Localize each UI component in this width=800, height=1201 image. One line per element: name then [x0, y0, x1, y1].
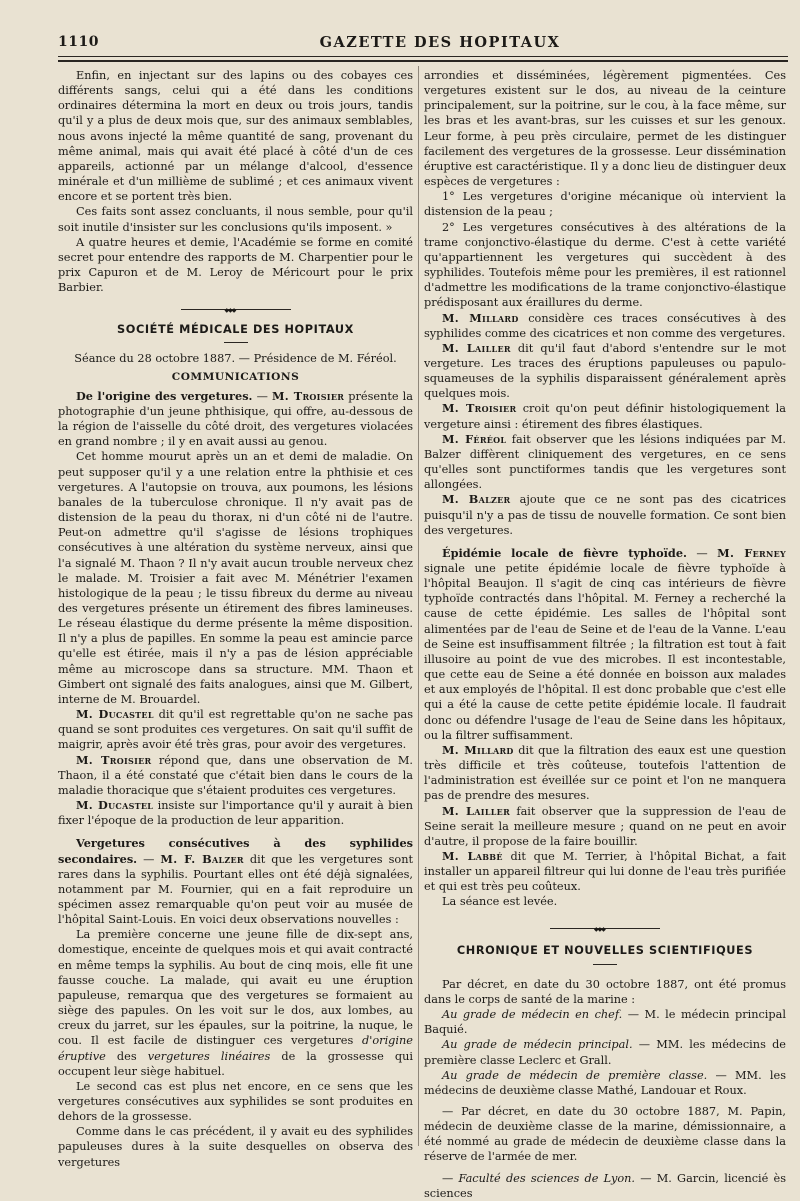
speaker-name: M. Balzer [442, 492, 511, 507]
speaker-name: M. Ducastel [76, 798, 154, 813]
section-separator [550, 928, 660, 929]
section-title: CHRONIQUE ET NOUVELLES SCIENTIFIQUES [456, 943, 754, 957]
paragraph: M. Féréol fait observer que les lésions indiquées par M. Balzer diffèrent cliniquement des vergetures, en ce sens qu'elles sont punctiformes tandis que les vergetures sont allongées. [424, 431, 786, 492]
header-rule-thick [58, 60, 788, 62]
article-title: Épidémie locale de fièvre typhoïde. [442, 545, 687, 560]
paragraph: M. Troisier croit qu'on peut définir histologiquement la vergeture ainsi : étirement des fibres élastiques. [424, 401, 787, 431]
speaker-name: M. Troisier [76, 752, 152, 767]
speaker-name: M. Ferney [717, 545, 786, 560]
paragraph: M. Balzer ajoute que ce ne sont pas des cicatrices puisqu'il n'y a pas de tissu de nouvelle formation. Ce sont bien des vergetures. [424, 492, 786, 537]
paragraph: M. Millard dit que la filtration des eaux est une question très difficile et très coûteuse, toutefois l'attention de l'administration est éveillée sur ce point et l'on ne manquera pas de prendre des mesures. [424, 742, 786, 803]
paragraph: Enfin, en injectant sur des lapins ou des cobayes ces différents sangs, celui qui a été dans les conditions ordinaires détermina la mort en deux ou trois jours, tandis qu'il y a plus de deux mois que, sur des animaux semblables, nous avons injecté la même quantité de sang, provenant du même animal, mais qui avait été placé à côté d'un de ces appareils, actionné par un mélange d'alcool, d'essence minérale et d'un millième de sublimé ; et ces animaux vivent encore et se portent très bien. [58, 69, 413, 204]
paragraph: M. Ducastel insiste sur l'importance qu'il y aurait à bien fixer l'époque de la production de leur apparition. [58, 798, 413, 828]
speaker-name: M. Lailler [442, 803, 511, 818]
paragraph: M. Lailler fait observer que la suppression de l'eau de Seine serait la meilleure mesure ; quand on ne peut en avoir d'autre, il propose de la faire bouillir. [424, 803, 786, 848]
paragraph: La première concerne une jeune fille de dix-sept ans, domestique, enceinte de quelques mois et qui avait contracté en même temps la syphilis. Au bout de cinq mois, elle fit une fausse couche. La malade, qui avait eu une éruption papuleuse, remarqua que des vergetures se formaient au siège des papules. On les voit sur le dos, aux lombes, au creux du jarret, sur les épaules, sur la poitrine, la nuque, le cou. Il est facile de distinguer ces vergetures d'origine éruptive des vergetures linéaires de la grossesse qui occupent leur siège habituel. [58, 928, 413, 1078]
paragraph: De l'origine des vergetures. — M. Troisier présente la photographie d'un jeune phthisique, qui offre, au-dessous de la région de l'aisselle du côté droit, des vergetures violacées en grand nombre ; il y en avait aussi au genou. [58, 388, 413, 449]
speaker-name: M. Troisier [271, 388, 345, 403]
article-title: De l'origine des vergetures. [76, 388, 253, 403]
paragraph: A quatre heures et demie, l'Académie se forme en comité secret pour entendre des rapports de M. Charpentier pour le prix Capuron et de M. Leroy de Méricourt pour le prix Barbier. [58, 235, 413, 295]
paragraph: Ces faits sont assez concluants, il nous semble, pour qu'il soit inutile d'insister sur les conclusions qu'ils imposent. » [58, 205, 413, 234]
paragraph: — Par décret, en date du 30 octobre 1887, M. Papin, médecin de deuxième classe de la marine, démissionnaire, a été nommé au grade de médecin de deuxième classe dans la réserve de l'armée de mer. [424, 1105, 786, 1164]
header-rule [58, 56, 788, 57]
column-divider [418, 66, 419, 1146]
speaker-name: M. Millard [442, 742, 514, 757]
speaker-name: M. Féréol [442, 431, 507, 446]
paragraph: — Faculté des sciences de Lyon. — M. Garcin, licencié ès sciences [424, 1171, 787, 1200]
paragraph: M. Labbé dit que M. Terrier, à l'hôpital Bichat, a fait installer un appareil filtreur qui lui donne de l'eau très purifiée et qui est très peu coûteux. [424, 848, 787, 894]
section-title: SOCIÉTÉ MÉDICALE DES HOPITAUX [117, 323, 354, 337]
speaker-name: M. F. Balzer [160, 851, 244, 866]
paragraph: Vergetures consécutives à des syphilides secondaires. — M. F. Balzer dit que les vergetures sont rares dans la syphilis. Pourtant elles ont été déjà signalées, notamment par M. Fournier, qui en a fait reproduire un spécimen assez remarquable qu'on peut voir au musée de l'hôpital Saint-Louis. En voici deux observations nouvelles : [58, 836, 414, 927]
paragraph: M. Troisier répond que, dans une observation de M. Thaon, il a été constaté que c'était bien dans le cours de la maladie thoracique que s'étaient produites ces vergetures. [58, 752, 413, 797]
paragraph: Comme dans le cas précédent, il y avait eu des syphilides papuleuses dures à la suite desquelles on observa des vergetures [58, 1125, 413, 1169]
list-item: 2° Les vergetures consécutives à des altérations de la trame conjonctivo-élastique du derme. C'est à cette variété qu'appartiennent les vergetures qui succèdent à des syphilides. Toutefois même pour les premières, il est rationnel d'admettre les modifications de la trame conjonctivo-élastique prédisposant aux éraillures du derme. [424, 220, 786, 310]
right-column [424, 68, 786, 1201]
paragraph: Au grade de médecin de première classe. — MM. les médecins de deuxième classe Mathé, Landouar et Roux. [424, 1068, 786, 1097]
session-line: Séance du 28 octobre 1887. — Présidence de M. Féréol. [74, 351, 397, 365]
running-title: GAZETTE DES HOPITAUX [319, 34, 561, 51]
paragraph: arrondies et disséminées, légèrement pigmentées. Ces vergetures existent sur le dos, au niveau de la ceinture principalement, sur la poitrine, sur le cou, à la face même, sur les bras et les avant-bras, sur les cuisses et sur les genoux. Leur forme, à peu près circulaire, permet de les distinguer facilement des vergetures de la grossesse. Leur dissémination éruptive est caractéristique. Il y a donc lieu de distinguer deux espèces de vergetures : [424, 69, 786, 189]
paragraph: Le second cas est plus net encore, en ce sens que les vergetures consécutives aux syphilides se sont produites en dehors de la grossesse. [58, 1079, 413, 1124]
article-title: Vergetures consécutives à des syphilides secondaires. [58, 836, 413, 866]
paragraph: Cet homme mourut après un an et demi de maladie. On peut supposer qu'il y a une relation entre la phthisie et ces vergetures. A l'autopsie on trouva, aux poumons, les lésions banales de la tuberculose chronique. Il n'y avait pas de distension de la peau du thorax, ni d'un côté ni de l'autre. Peut-on admettre qu'il s'agisse de lésions trophiques consécutives à une altération du système nerveux, ainsi que l'a signalé M. Thaon ? Il n'y avait aucun trouble nerveux chez le malade. M. Troisier a fait avec M. Ménétrier l'examen histologique de la peau ; le tissu fibreux du derme au niveau des vergetures présente un étirement des fibres lamineuses. Le réseau élastique du derme présente la même disposition. Il n'y a plus de papilles. En somme la peau est amincie parce qu'elle est étirée, mais il n'y a pas de lésion appréciable même au microscope dans sa structure. MM. Thaon et Gimbert ont signalé des faits analogues, ainsi que M. Gilbert, interne de M. Brouardel. [58, 450, 413, 706]
paragraph: Au grade de médecin principal. — MM. les médecins de première classe Leclerc et Grall. [424, 1038, 786, 1067]
paragraph: Au grade de médecin en chef. — M. le médecin principal Baquié. [424, 1008, 786, 1037]
closing-line: La séance est levée. [442, 895, 558, 909]
speaker-name: M. Lailler [442, 340, 511, 355]
speaker-name: M. Labbé [442, 848, 503, 863]
subsection-title: COMMUNICATIONS [171, 370, 300, 383]
paragraph: M. Lailler dit qu'il faut d'abord s'entendre sur le mot vergeture. Les traces des éruptions papuleuses ou papulo-squameuses de la syphilis disparaissent généralement après quelques mois. [424, 340, 786, 401]
paragraph: M. Ducastel dit qu'il est regrettable qu'on ne sache pas quand se sont produites ces vergetures. On sait qu'il suffit de maigrir, après avoir été très gras, pour avoir des vergetures. [58, 707, 413, 752]
list-item: 1° Les vergetures d'origine mécanique où intervient la distension de la peau ; [424, 190, 786, 219]
paragraph: M. Millard considère ces traces consécutives à des syphilides comme des cicatrices et non comme des vergetures. [424, 310, 786, 340]
speaker-name: M. Millard [442, 310, 519, 325]
paragraph: Par décret, en date du 30 octobre 1887, ont été promus dans le corps de santé de la marine : [424, 977, 786, 1006]
paragraph: Épidémie locale de fièvre typhoïde. — M. Ferney signale une petite épidémie locale de fièvre typhoïde à l'hôpital Beaujon. Il s'agit de cinq cas intérieurs de fièvre typhoïde contractés dans l'hôpital. M. Ferney a recherché la cause de cette épidémie. Les salles de l'hôpital sont alimentées par de l'eau de Seine et de l'eau de la Vanne. L'eau de Seine est insuffisamment filtrée ; la filtration est tout à fait illusoire au point de vue des microbes. Il est incontestable, que cette eau de Seine a été donnée en boisson aux malades et aux employés de l'hôpital. Il est donc probable que c'est elle qui a été la cause de cette petite épidémie locale. Il faudrait donc ou défendre l'usage de l'eau de Seine dans les hôpitaux, ou la filtrer suffisamment. [424, 545, 786, 742]
page-number: 1110 [58, 34, 99, 50]
section-separator [181, 309, 291, 310]
speaker-name: M. Troisier [442, 401, 517, 416]
speaker-name: M. Ducastel [76, 707, 154, 722]
left-column [58, 68, 413, 1170]
